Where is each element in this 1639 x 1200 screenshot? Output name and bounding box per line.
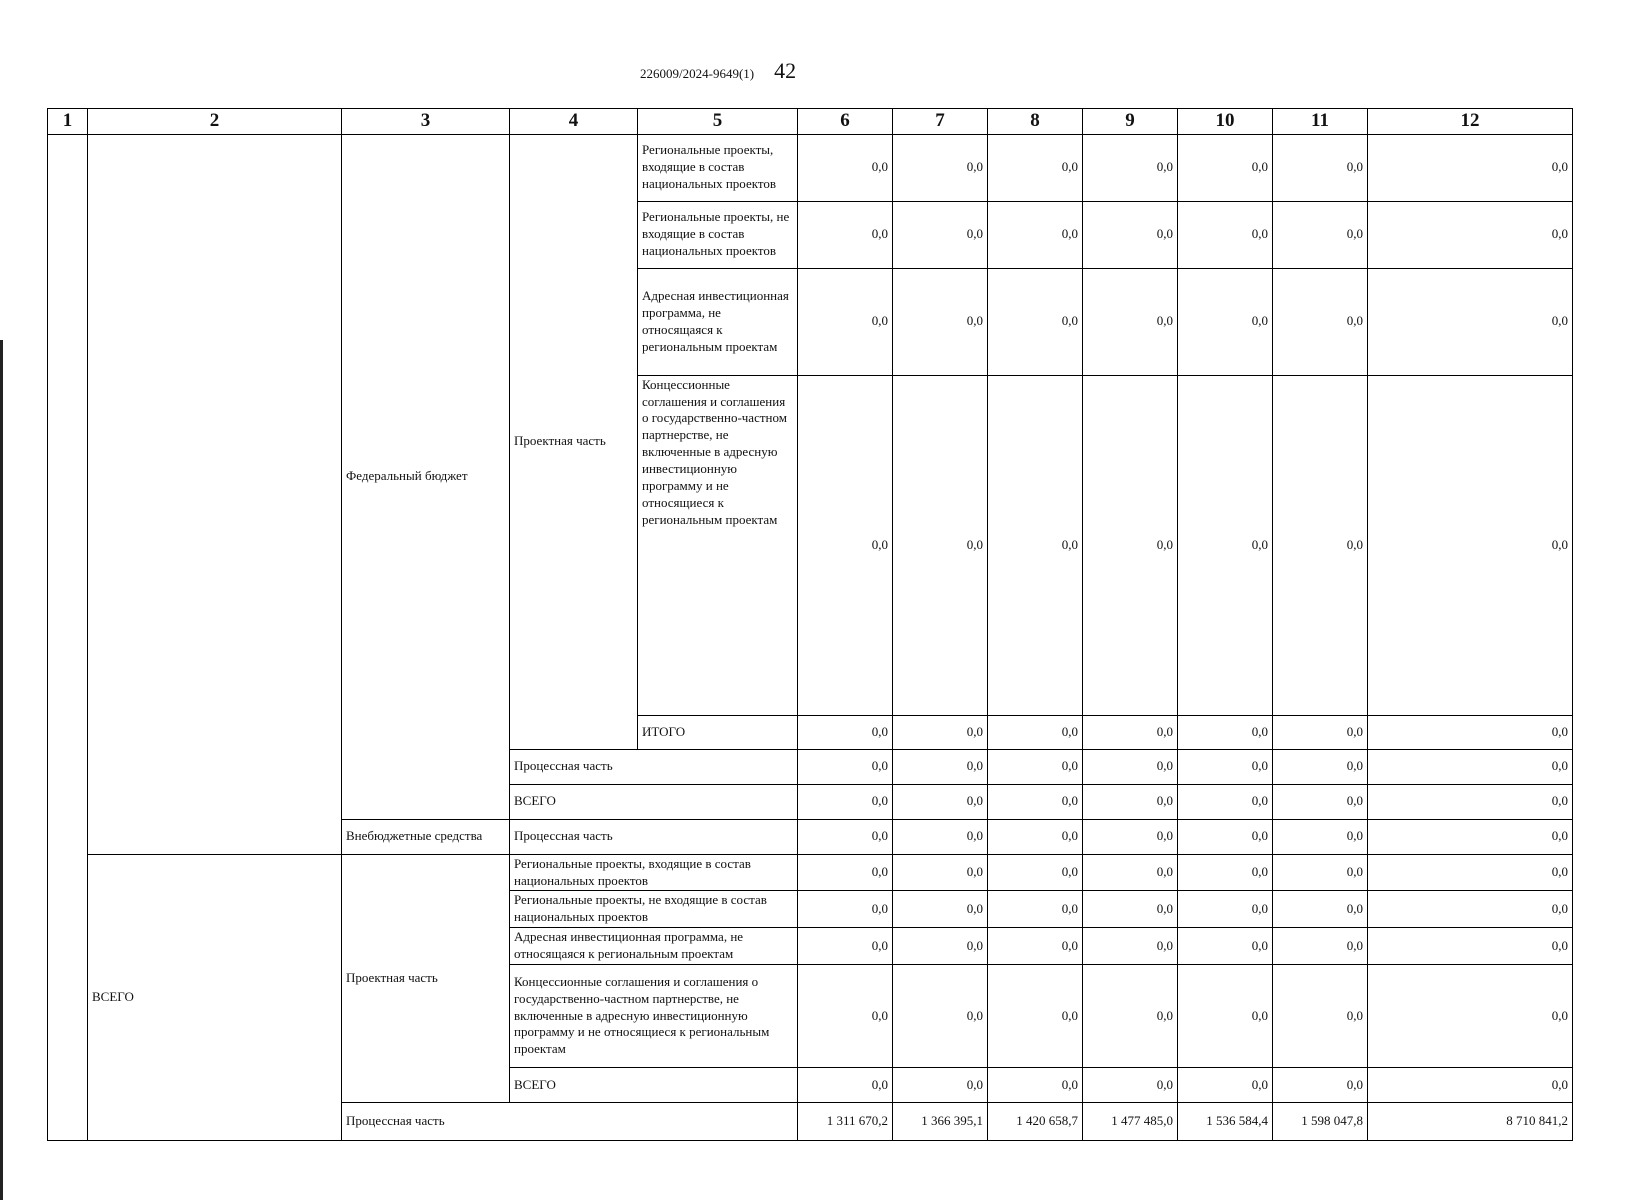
col-header-7: 7: [893, 109, 988, 135]
value-cell: 0,0: [1273, 375, 1368, 715]
value-cell: 0,0: [1273, 965, 1368, 1068]
col-header-5: 5: [638, 109, 798, 135]
row-label: Региональные проекты, входящие в состав национальных проектов: [638, 134, 798, 201]
col-header-1: 1: [48, 109, 88, 135]
process-part-label: Процессная часть: [342, 1103, 798, 1141]
value-cell: 0,0: [1273, 928, 1368, 965]
value-cell: 0,0: [1083, 268, 1178, 375]
value-cell: 0,0: [988, 965, 1083, 1068]
value-cell: 0,0: [1083, 928, 1178, 965]
col-header-8: 8: [988, 109, 1083, 135]
col-header-9: 9: [1083, 109, 1178, 135]
value-cell: 0,0: [893, 891, 988, 928]
value-cell: 0,0: [1368, 715, 1573, 749]
value-cell: 0,0: [1178, 201, 1273, 268]
value-cell: 1 311 670,2: [798, 1103, 893, 1141]
value-cell: 0,0: [893, 201, 988, 268]
value-cell: 0,0: [1368, 819, 1573, 854]
scan-edge-mark: [0, 340, 3, 1200]
value-cell: 0,0: [1273, 819, 1368, 854]
row-label: Адресная инвестиционная программа, не относящаяся к региональным проектам: [510, 928, 798, 965]
value-cell: 0,0: [1368, 965, 1573, 1068]
value-cell: 0,0: [893, 749, 988, 784]
col-header-4: 4: [510, 109, 638, 135]
value-cell: 0,0: [798, 891, 893, 928]
value-cell: 1 477 485,0: [1083, 1103, 1178, 1141]
value-cell: 0,0: [798, 201, 893, 268]
row-label: Концессионные соглашения и соглашения о государственно-частном партнерстве, не включенные в адресную инвестиционную программу и не относящиеся к региональным проектам: [638, 375, 798, 715]
value-cell: 0,0: [1273, 784, 1368, 819]
value-cell: 0,0: [988, 928, 1083, 965]
value-cell: 0,0: [988, 715, 1083, 749]
value-cell: 0,0: [798, 784, 893, 819]
value-cell: 0,0: [1178, 891, 1273, 928]
value-cell: 0,0: [1368, 854, 1573, 891]
value-cell: 0,0: [893, 784, 988, 819]
value-cell: 0,0: [1083, 749, 1178, 784]
col-header-11: 11: [1273, 109, 1368, 135]
value-cell: 0,0: [1368, 201, 1573, 268]
value-cell: 0,0: [893, 819, 988, 854]
value-cell: 0,0: [798, 928, 893, 965]
value-cell: 0,0: [1083, 784, 1178, 819]
value-cell: 0,0: [1178, 819, 1273, 854]
value-cell: 0,0: [1083, 201, 1178, 268]
row-label: Региональные проекты, не входящие в состав национальных проектов: [510, 891, 798, 928]
value-cell: 0,0: [1083, 715, 1178, 749]
value-cell: 0,0: [1178, 1068, 1273, 1103]
value-cell: 0,0: [988, 134, 1083, 201]
itogo-label: ИТОГО: [638, 715, 798, 749]
column-number-row: [48, 109, 1573, 135]
value-cell: 0,0: [798, 819, 893, 854]
value-cell: 0,0: [1178, 784, 1273, 819]
page-header: [640, 58, 796, 84]
value-cell: 0,0: [988, 268, 1083, 375]
value-cell: 0,0: [1368, 891, 1573, 928]
value-cell: 0,0: [1273, 715, 1368, 749]
value-cell: 0,0: [988, 375, 1083, 715]
col-header-3: 3: [342, 109, 510, 135]
value-cell: 0,0: [798, 749, 893, 784]
value-cell: 0,0: [798, 1068, 893, 1103]
total-label: ВСЕГО: [510, 784, 798, 819]
value-cell: 0,0: [893, 854, 988, 891]
value-cell: 0,0: [893, 134, 988, 201]
value-cell: 0,0: [1368, 1068, 1573, 1103]
value-cell: 0,0: [1083, 375, 1178, 715]
col-header-12: 12: [1368, 109, 1573, 135]
value-cell: 0,0: [893, 965, 988, 1068]
row-label: Концессионные соглашения и соглашения о государственно-частном партнерстве, не включенные в адресную инвестиционную программу и не относящиеся к региональным проектам: [510, 965, 798, 1068]
value-cell: 0,0: [1083, 891, 1178, 928]
value-cell: 0,0: [893, 715, 988, 749]
col1-cell: [48, 134, 88, 1140]
value-cell: 0,0: [988, 201, 1083, 268]
col-header-2: 2: [88, 109, 342, 135]
value-cell: 0,0: [798, 375, 893, 715]
value-cell: 0,0: [1368, 268, 1573, 375]
value-cell: 0,0: [1083, 965, 1178, 1068]
value-cell: 0,0: [1273, 1068, 1368, 1103]
value-cell: 0,0: [798, 965, 893, 1068]
value-cell: 0,0: [1368, 375, 1573, 715]
value-cell: 0,0: [1368, 749, 1573, 784]
process-part-label: Процессная часть: [510, 749, 798, 784]
value-cell: 0,0: [988, 819, 1083, 854]
value-cell: 0,0: [1178, 268, 1273, 375]
table-row: [48, 854, 1573, 891]
value-cell: 8 710 841,2: [1368, 1103, 1573, 1141]
federal-budget-label: Федеральный бюджет: [342, 134, 510, 819]
value-cell: 0,0: [988, 1068, 1083, 1103]
value-cell: 0,0: [988, 749, 1083, 784]
value-cell: 1 598 047,8: [1273, 1103, 1368, 1141]
value-cell: 0,0: [798, 268, 893, 375]
value-cell: 0,0: [1178, 928, 1273, 965]
project-part-label: Проектная часть: [510, 134, 638, 749]
value-cell: 0,0: [1368, 928, 1573, 965]
value-cell: 0,0: [988, 891, 1083, 928]
value-cell: 0,0: [893, 268, 988, 375]
value-cell: 0,0: [1178, 854, 1273, 891]
value-cell: 0,0: [1083, 854, 1178, 891]
value-cell: 0,0: [1178, 965, 1273, 1068]
value-cell: 0,0: [988, 854, 1083, 891]
value-cell: 0,0: [1368, 134, 1573, 201]
value-cell: 0,0: [1368, 784, 1573, 819]
value-cell: 0,0: [1273, 201, 1368, 268]
table-row: [48, 134, 1573, 201]
value-cell: 0,0: [1273, 891, 1368, 928]
value-cell: 0,0: [1273, 268, 1368, 375]
page-number: 42: [774, 58, 797, 83]
row-label: Адресная инвестиционная программа, не относящаяся к региональным проектам: [638, 268, 798, 375]
budget-table: [47, 108, 1573, 1141]
value-cell: 0,0: [798, 715, 893, 749]
value-cell: 0,0: [798, 854, 893, 891]
value-cell: 0,0: [1178, 134, 1273, 201]
project-part-label: Проектная часть: [342, 854, 510, 1102]
value-cell: 0,0: [1273, 134, 1368, 201]
col-header-6: 6: [798, 109, 893, 135]
value-cell: 0,0: [1178, 375, 1273, 715]
value-cell: 0,0: [988, 784, 1083, 819]
value-cell: 1 366 395,1: [893, 1103, 988, 1141]
row-label: Региональные проекты, входящие в состав национальных проектов: [510, 854, 798, 891]
col-header-10: 10: [1178, 109, 1273, 135]
grand-total-label: ВСЕГО: [88, 854, 342, 1140]
process-part-label: Процессная часть: [510, 819, 798, 854]
total-label: ВСЕГО: [510, 1068, 798, 1103]
value-cell: 0,0: [893, 1068, 988, 1103]
value-cell: 0,0: [1178, 715, 1273, 749]
value-cell: 0,0: [1273, 854, 1368, 891]
value-cell: 0,0: [1083, 134, 1178, 201]
document-number: 226009/2024-9649(1): [640, 66, 755, 81]
row-label: Региональные проекты, не входящие в состав национальных проектов: [638, 201, 798, 268]
offbudget-label: Внебюджетные средства: [342, 819, 510, 854]
value-cell: 0,0: [893, 375, 988, 715]
value-cell: 0,0: [1083, 819, 1178, 854]
value-cell: 0,0: [1178, 749, 1273, 784]
value-cell: 0,0: [1083, 1068, 1178, 1103]
col2-cell-upper: [88, 134, 342, 854]
value-cell: 1 420 658,7: [988, 1103, 1083, 1141]
value-cell: 0,0: [1273, 749, 1368, 784]
value-cell: 1 536 584,4: [1178, 1103, 1273, 1141]
value-cell: 0,0: [893, 928, 988, 965]
value-cell: 0,0: [798, 134, 893, 201]
